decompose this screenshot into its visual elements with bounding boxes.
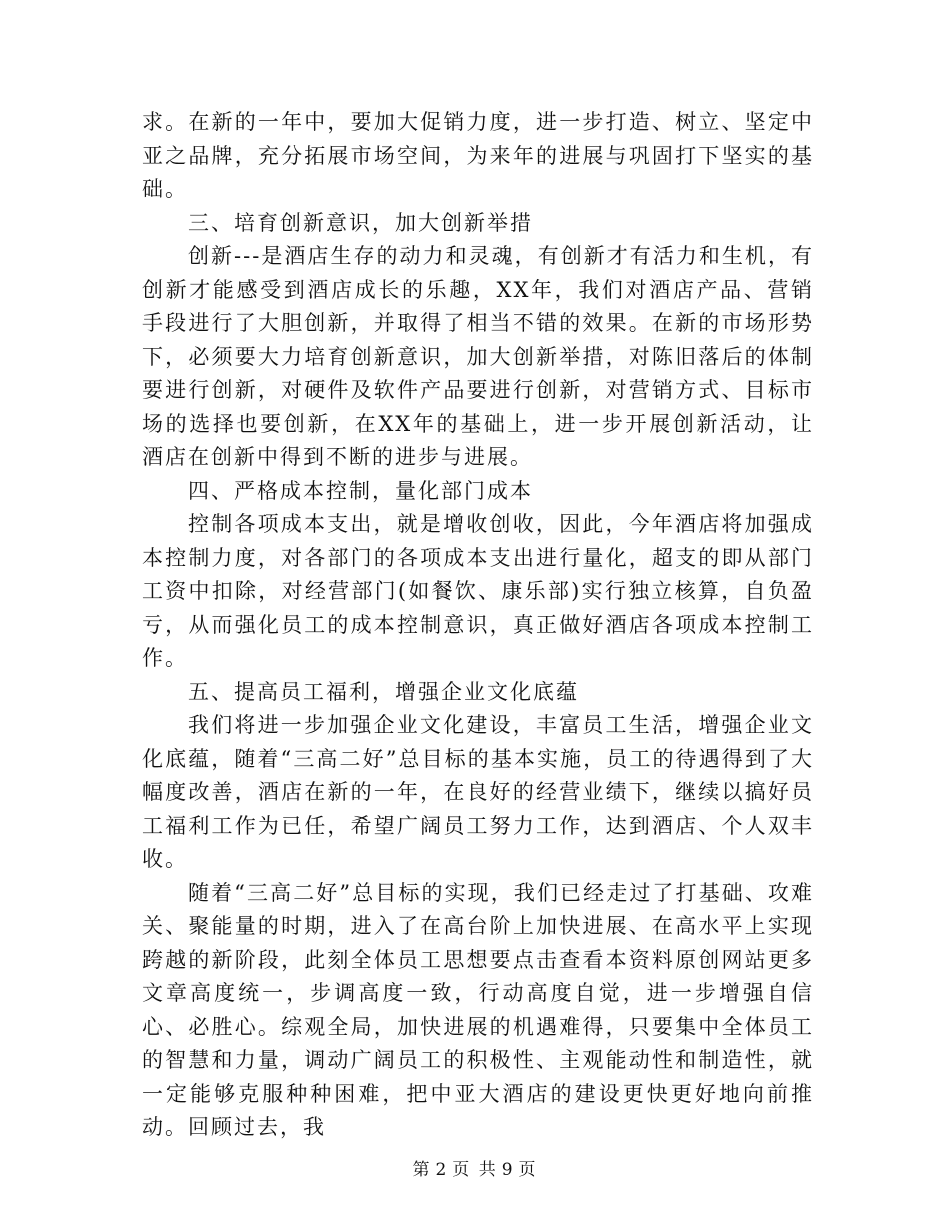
footer-total-pages: 9 bbox=[501, 1160, 515, 1180]
section-heading-innovation: 三、培育创新意识，加大创新举措 bbox=[188, 210, 533, 235]
footer-suffix: 页 bbox=[518, 1160, 538, 1180]
footer-current-page: 2 bbox=[435, 1160, 449, 1180]
paragraph-welfare: 我们将进一步加强企业文化建设，丰富员工生活，增强企业文化底蕴，随着“三高二好”总目标的基本实施，员工的待遇得到了大幅度改善，酒店在新的一年，在良好的经营业绩下，继续以搞好员工福利工作为已任，希望广阔员工努力工作，达到酒店、个人双丰收。 bbox=[142, 713, 814, 871]
paragraph-innovation: 创新---是酒店生存的动力和灵魂，有创新才有活力和生机，有创新才能感受到酒店成长的乐趣，XX年，我们对酒店产品、营销手段进行了大胆创新，并取得了相当不错的效果。在新的市场形势下，必须要大力培育创新意识，加大创新举措，对陈旧落后的体制要进行创新，对硬件及软件产品要进行创新，对营销方式、目标市场的选择也要创新，在XX年的基础上，进一步开展创新活动，让酒店在创新中得到不断的进步与进展。 bbox=[142, 244, 814, 469]
section-heading-welfare: 五、提高员工福利，增强企业文化底蕴 bbox=[188, 679, 579, 704]
footer-middle: 页 共 bbox=[452, 1160, 498, 1180]
footer-prefix: 第 bbox=[412, 1160, 432, 1180]
paragraph-continuation: 求。在新的一年中，要加大促销力度，进一步打造、树立、坚定中亚之品牌，充分拓展市场空间，为来年的进展与巩固打下坚实的基础。 bbox=[142, 110, 814, 201]
paragraph-outlook: 随着“三高二好”总目标的实现，我们已经走过了打基础、攻难关、聚能量的时期，进入了在高台阶上加快进展、在高水平上实现跨越的新阶段，此刻全体员工思想要点击查看本资料原创网站更多文章高度统一，步调高度一致，行动高度自觉，进一步增强自信心、必胜心。综观全局，加快进展的机遇难得，只要集中全体员工的智慧和力量，调动广阔员工的积极性、主观能动性和制造性，就一定能够克服种种困难，把中亚大酒店的建设更快更好地向前推动。回顾过去，我 bbox=[142, 880, 814, 1139]
document-body bbox=[142, 106, 814, 1145]
section-heading-cost-control: 四、严格成本控制，量化部门成本 bbox=[188, 478, 533, 503]
paragraph-cost-control: 控制各项成本支出，就是增收创收，因此，今年酒店将加强成本控制力度，对各部门的各项成本支出进行量化，超支的即从部门工资中扣除，对经营部门(如餐饮、康乐部)实行独立核算，自负盈亏，从而强化员工的成本控制意识，真正做好酒店各项成本控制工作。 bbox=[142, 512, 814, 670]
page-footer bbox=[0, 1155, 950, 1180]
